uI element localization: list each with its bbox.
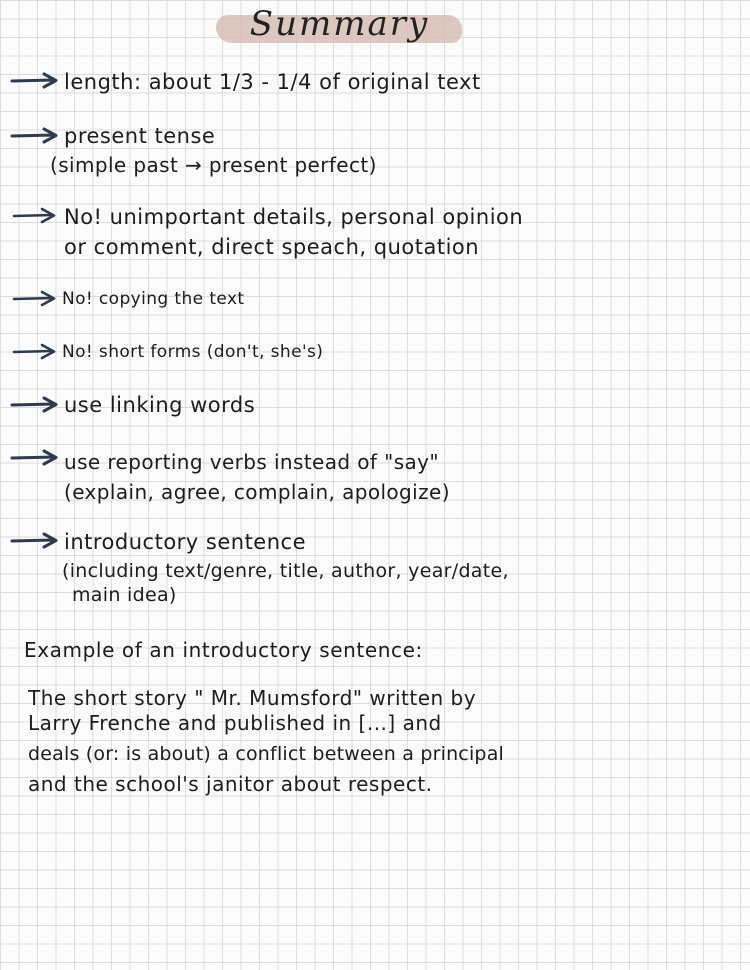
point-present-tense-note: (simple past → present perfect) <box>50 153 377 177</box>
example-line: The short story " Mr. Mumsford" written by <box>28 686 477 710</box>
point-unimportant-details-cont: or comment, direct speach, quotation <box>64 235 480 259</box>
arrow-right-icon <box>10 396 62 414</box>
example-line: Larry Frenche and published in [...] and <box>28 711 442 735</box>
example-line: deals (or: is about) a conflict between a principal <box>28 743 505 765</box>
point-introductory-sentence-details-cont: main idea) <box>72 584 177 606</box>
point-no-copying: No! copying the text <box>62 289 245 309</box>
point-introductory-sentence-details: (including text/genre, title, author, year/date, <box>62 560 509 582</box>
point-no-short-forms: No! short forms (don't, she's) <box>62 342 324 362</box>
point-reporting-verbs-examples: (explain, agree, complain, apologize) <box>64 480 450 504</box>
example-heading: Example of an introductory sentence: <box>24 638 423 662</box>
point-unimportant-details: No! unimportant details, personal opinion <box>64 205 524 229</box>
arrow-right-icon <box>10 532 62 550</box>
point-linking-words: use linking words <box>64 393 256 417</box>
arrow-right-icon <box>12 207 60 225</box>
example-line: and the school's janitor about respect. <box>28 772 433 796</box>
arrow-right-icon <box>10 72 62 90</box>
point-present-tense: present tense <box>64 124 216 148</box>
point-length: length: about 1/3 - 1/4 of original text <box>64 70 481 94</box>
page-title <box>212 6 467 46</box>
title-text: Summary <box>249 4 430 44</box>
arrow-right-icon <box>10 449 62 467</box>
arrow-right-icon <box>12 290 60 308</box>
point-reporting-verbs: use reporting verbs instead of "say" <box>64 450 440 474</box>
arrow-right-icon <box>12 343 60 361</box>
arrow-right-icon <box>10 127 62 145</box>
point-introductory-sentence: introductory sentence <box>64 530 307 554</box>
